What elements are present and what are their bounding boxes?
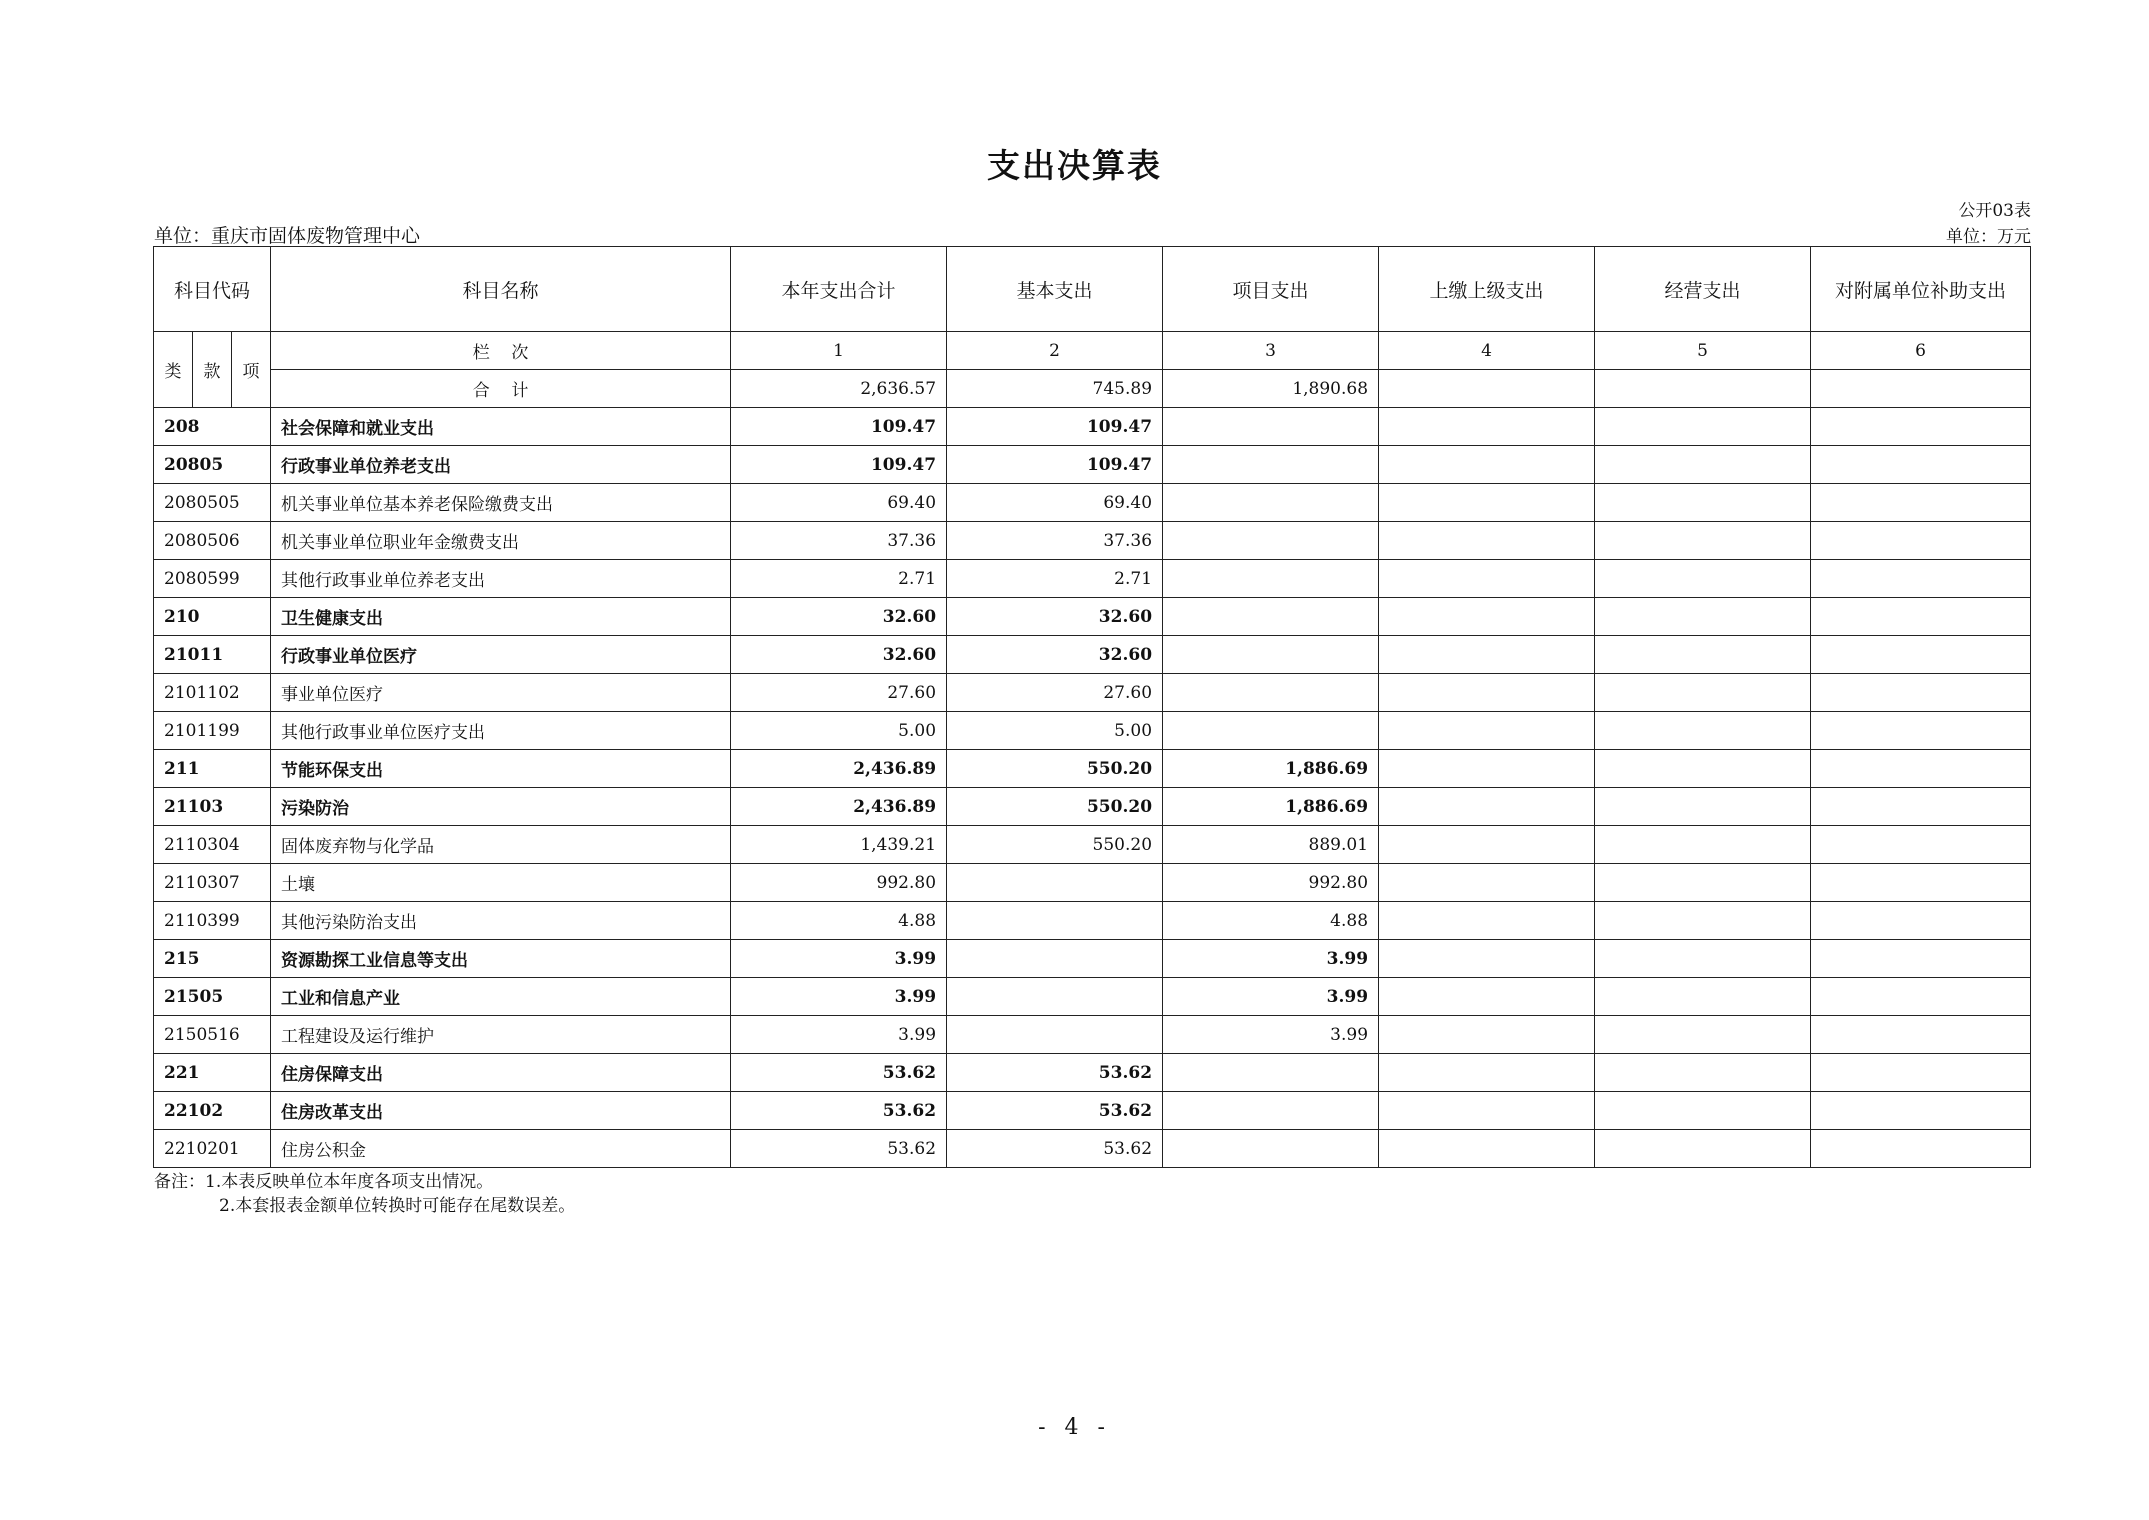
subject-name: 事业单位医疗 — [271, 674, 731, 712]
subject-code: 22102 — [154, 1092, 271, 1130]
amount-cell — [1811, 902, 2031, 940]
amount-cell — [1595, 940, 1811, 978]
note-1: 备注：1.本表反映单位本年度各项支出情况。 — [154, 1172, 494, 1192]
subject-name: 污染防治 — [271, 788, 731, 826]
amount-cell — [1163, 1054, 1379, 1092]
amount-cell — [1163, 598, 1379, 636]
amount-cell — [1379, 522, 1595, 560]
amount-cell — [1811, 636, 2031, 674]
amount-cell — [1595, 1016, 1811, 1054]
amount-cell: 1,886.69 — [1163, 788, 1379, 826]
note-2: 2.本套报表金额单位转换时可能存在尾数误差。 — [219, 1196, 576, 1216]
amount-cell: 53.62 — [731, 1054, 947, 1092]
amount-cell — [1379, 636, 1595, 674]
amount-cell: 53.62 — [947, 1054, 1163, 1092]
amount-cell — [1379, 978, 1595, 1016]
amount-cell — [1595, 826, 1811, 864]
amount-cell — [1811, 408, 2031, 446]
amount-cell — [1811, 788, 2031, 826]
header-col: 经营支出 — [1595, 247, 1811, 332]
subject-code: 2110304 — [154, 826, 271, 864]
subject-code: 211 — [154, 750, 271, 788]
header-row — [154, 247, 2031, 332]
amount-cell: 550.20 — [947, 750, 1163, 788]
total-row — [154, 370, 2031, 408]
amount-cell: 27.60 — [947, 674, 1163, 712]
amount-cell: 3.99 — [731, 940, 947, 978]
amount-cell: 32.60 — [947, 636, 1163, 674]
amount-cell: 53.62 — [947, 1092, 1163, 1130]
amount-cell: 1,886.69 — [1163, 750, 1379, 788]
table-row — [154, 598, 2031, 636]
amount-cell — [1811, 1092, 2031, 1130]
subject-code: 2080599 — [154, 560, 271, 598]
subject-name: 节能环保支出 — [271, 750, 731, 788]
subject-code: 21103 — [154, 788, 271, 826]
amount-cell — [1811, 750, 2031, 788]
amount-cell: 53.62 — [947, 1130, 1163, 1168]
table-row — [154, 978, 2031, 1016]
amount-cell — [947, 978, 1163, 1016]
amount-cell: 109.47 — [731, 408, 947, 446]
header-kuan: 款 — [193, 332, 232, 408]
amount-cell — [1811, 712, 2031, 750]
amount-cell — [1163, 636, 1379, 674]
subject-name: 土壤 — [271, 864, 731, 902]
amount-cell — [1595, 636, 1811, 674]
amount-cell — [1595, 1054, 1811, 1092]
column-index-row — [154, 332, 2031, 370]
amount-cell: 550.20 — [947, 826, 1163, 864]
expenditure-table — [153, 246, 2031, 1168]
amount-cell — [1379, 1054, 1595, 1092]
amount-cell: 69.40 — [731, 484, 947, 522]
table-row — [154, 826, 2031, 864]
total-label: 合 计 — [271, 370, 731, 408]
subject-name: 社会保障和就业支出 — [271, 408, 731, 446]
subject-code: 215 — [154, 940, 271, 978]
header-col: 对附属单位补助支出 — [1811, 247, 2031, 332]
amount-cell: 53.62 — [731, 1092, 947, 1130]
subject-name: 固体废弃物与化学品 — [271, 826, 731, 864]
page-title: 支出决算表 — [987, 146, 1162, 185]
header-col: 基本支出 — [947, 247, 1163, 332]
column-index: 3 — [1163, 332, 1379, 370]
header-col: 本年支出合计 — [731, 247, 947, 332]
amount-cell: 4.88 — [731, 902, 947, 940]
page-number: - 4 - — [1038, 1415, 1111, 1440]
table-row — [154, 788, 2031, 826]
column-index: 1 — [731, 332, 947, 370]
amount-cell: 32.60 — [731, 636, 947, 674]
table-row — [154, 674, 2031, 712]
amount-cell — [1811, 826, 2031, 864]
amount-cell: 889.01 — [1163, 826, 1379, 864]
table-row — [154, 712, 2031, 750]
subject-name: 机关事业单位职业年金缴费支出 — [271, 522, 731, 560]
amount-cell — [1163, 522, 1379, 560]
currency-unit: 单位：万元 — [1946, 227, 2031, 247]
amount-cell: 3.99 — [1163, 1016, 1379, 1054]
amount-cell — [1595, 598, 1811, 636]
amount-cell: 27.60 — [731, 674, 947, 712]
amount-cell — [1595, 484, 1811, 522]
table-row — [154, 864, 2031, 902]
amount-cell — [1595, 446, 1811, 484]
total-value — [1595, 370, 1811, 408]
subject-name: 资源勘探工业信息等支出 — [271, 940, 731, 978]
column-index: 2 — [947, 332, 1163, 370]
subject-name: 住房公积金 — [271, 1130, 731, 1168]
amount-cell: 53.62 — [731, 1130, 947, 1168]
amount-cell — [1595, 978, 1811, 1016]
subject-code: 208 — [154, 408, 271, 446]
subject-name: 其他行政事业单位养老支出 — [271, 560, 731, 598]
amount-cell — [1811, 484, 2031, 522]
amount-cell — [1811, 522, 2031, 560]
table-row — [154, 1130, 2031, 1168]
amount-cell: 109.47 — [947, 408, 1163, 446]
amount-cell: 4.88 — [1163, 902, 1379, 940]
amount-cell — [1811, 446, 2031, 484]
subject-code: 2101199 — [154, 712, 271, 750]
amount-cell — [1811, 940, 2031, 978]
table-row — [154, 636, 2031, 674]
amount-cell — [947, 902, 1163, 940]
table-row — [154, 1092, 2031, 1130]
amount-cell — [1595, 408, 1811, 446]
header-col: 项目支出 — [1163, 247, 1379, 332]
amount-cell — [1163, 408, 1379, 446]
amount-cell: 992.80 — [731, 864, 947, 902]
column-index-label: 栏 次 — [271, 332, 731, 370]
subject-code: 221 — [154, 1054, 271, 1092]
subject-code: 2080506 — [154, 522, 271, 560]
amount-cell — [1595, 712, 1811, 750]
amount-cell — [1379, 788, 1595, 826]
amount-cell — [1595, 1092, 1811, 1130]
amount-cell — [1811, 560, 2031, 598]
amount-cell — [1379, 446, 1595, 484]
header-name: 科目名称 — [271, 247, 731, 332]
total-value: 1,890.68 — [1163, 370, 1379, 408]
table-row — [154, 902, 2031, 940]
subject-name: 行政事业单位医疗 — [271, 636, 731, 674]
header-lei: 类 — [154, 332, 193, 408]
subject-name: 机关事业单位基本养老保险缴费支出 — [271, 484, 731, 522]
amount-cell — [1811, 1016, 2031, 1054]
amount-cell: 69.40 — [947, 484, 1163, 522]
amount-cell — [1379, 864, 1595, 902]
header-xiang: 项 — [232, 332, 271, 408]
amount-cell — [1163, 484, 1379, 522]
amount-cell — [1811, 864, 2031, 902]
total-value — [1379, 370, 1595, 408]
amount-cell — [1163, 560, 1379, 598]
amount-cell — [1379, 940, 1595, 978]
amount-cell: 2.71 — [947, 560, 1163, 598]
amount-cell — [1163, 446, 1379, 484]
table-row — [154, 522, 2031, 560]
amount-cell — [1595, 674, 1811, 712]
amount-cell — [1811, 598, 2031, 636]
amount-cell: 3.99 — [1163, 940, 1379, 978]
table-row — [154, 750, 2031, 788]
header-col: 上缴上级支出 — [1379, 247, 1595, 332]
subject-name: 住房改革支出 — [271, 1092, 731, 1130]
amount-cell — [1595, 864, 1811, 902]
subject-name: 住房保障支出 — [271, 1054, 731, 1092]
amount-cell — [1163, 712, 1379, 750]
amount-cell — [1379, 826, 1595, 864]
subject-code: 21011 — [154, 636, 271, 674]
amount-cell: 2,436.89 — [731, 750, 947, 788]
amount-cell — [947, 864, 1163, 902]
total-value — [1811, 370, 2031, 408]
amount-cell — [1379, 674, 1595, 712]
subject-code: 2110399 — [154, 902, 271, 940]
amount-cell — [1811, 674, 2031, 712]
amount-cell: 1,439.21 — [731, 826, 947, 864]
amount-cell: 2,436.89 — [731, 788, 947, 826]
subject-code: 21505 — [154, 978, 271, 1016]
amount-cell: 550.20 — [947, 788, 1163, 826]
amount-cell — [1163, 1130, 1379, 1168]
amount-cell — [1379, 560, 1595, 598]
subject-name: 工业和信息产业 — [271, 978, 731, 1016]
subject-code: 2080505 — [154, 484, 271, 522]
amount-cell: 3.99 — [731, 978, 947, 1016]
total-value: 2,636.57 — [731, 370, 947, 408]
amount-cell: 3.99 — [731, 1016, 947, 1054]
amount-cell — [1811, 978, 2031, 1016]
table-row — [154, 560, 2031, 598]
subject-name: 行政事业单位养老支出 — [271, 446, 731, 484]
table-row — [154, 484, 2031, 522]
amount-cell: 37.36 — [731, 522, 947, 560]
amount-cell — [947, 940, 1163, 978]
amount-cell — [1595, 750, 1811, 788]
amount-cell: 5.00 — [731, 712, 947, 750]
table-row — [154, 446, 2031, 484]
amount-cell — [1379, 598, 1595, 636]
subject-code: 210 — [154, 598, 271, 636]
form-number: 公开03表 — [1958, 201, 2031, 221]
amount-cell — [947, 1016, 1163, 1054]
subject-name: 其他污染防治支出 — [271, 902, 731, 940]
amount-cell: 109.47 — [947, 446, 1163, 484]
table-row — [154, 408, 2031, 446]
amount-cell — [1595, 1130, 1811, 1168]
amount-cell — [1595, 560, 1811, 598]
amount-cell — [1595, 902, 1811, 940]
amount-cell — [1811, 1054, 2031, 1092]
amount-cell: 992.80 — [1163, 864, 1379, 902]
amount-cell: 37.36 — [947, 522, 1163, 560]
amount-cell: 5.00 — [947, 712, 1163, 750]
subject-name: 卫生健康支出 — [271, 598, 731, 636]
subject-code: 2110307 — [154, 864, 271, 902]
amount-cell: 109.47 — [731, 446, 947, 484]
subject-name: 工程建设及运行维护 — [271, 1016, 731, 1054]
column-index: 5 — [1595, 332, 1811, 370]
amount-cell — [1379, 750, 1595, 788]
subject-code: 2210201 — [154, 1130, 271, 1168]
subject-name: 其他行政事业单位医疗支出 — [271, 712, 731, 750]
subject-code: 2101102 — [154, 674, 271, 712]
amount-cell — [1163, 1092, 1379, 1130]
amount-cell: 2.71 — [731, 560, 947, 598]
amount-cell — [1379, 408, 1595, 446]
amount-cell — [1379, 1092, 1595, 1130]
table-row — [154, 940, 2031, 978]
header-code: 科目代码 — [154, 247, 271, 332]
column-index: 4 — [1379, 332, 1595, 370]
total-value: 745.89 — [947, 370, 1163, 408]
column-index: 6 — [1811, 332, 2031, 370]
amount-cell — [1379, 902, 1595, 940]
amount-cell — [1595, 788, 1811, 826]
subject-code: 2150516 — [154, 1016, 271, 1054]
amount-cell: 32.60 — [947, 598, 1163, 636]
table-row — [154, 1054, 2031, 1092]
table-row — [154, 1016, 2031, 1054]
subject-code: 20805 — [154, 446, 271, 484]
reporting-unit: 单位：重庆市固体废物管理中心 — [154, 225, 421, 247]
amount-cell — [1379, 484, 1595, 522]
amount-cell: 32.60 — [731, 598, 947, 636]
amount-cell — [1811, 1130, 2031, 1168]
amount-cell — [1379, 712, 1595, 750]
amount-cell: 3.99 — [1163, 978, 1379, 1016]
amount-cell — [1379, 1130, 1595, 1168]
amount-cell — [1163, 674, 1379, 712]
amount-cell — [1379, 1016, 1595, 1054]
notes — [154, 1170, 575, 1218]
amount-cell — [1595, 522, 1811, 560]
